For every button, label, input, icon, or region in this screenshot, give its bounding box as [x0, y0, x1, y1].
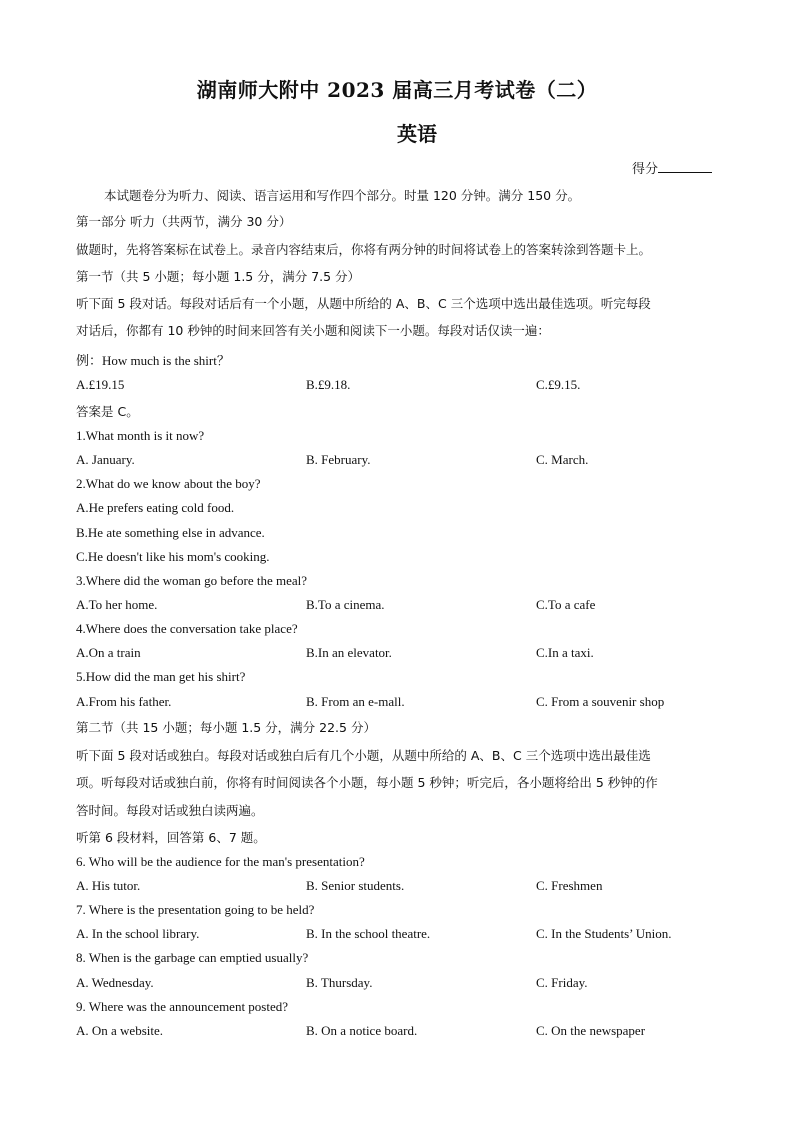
option-c: C. From a souvenir shop	[536, 694, 665, 709]
option-c: C. On the newspaper	[536, 1023, 646, 1038]
option-b: B.He ate something else in advance.	[76, 525, 265, 540]
part1-heading: 第一部分 听力（共两节，满分 30 分）	[76, 214, 292, 229]
option-a: A.From his father.	[76, 694, 172, 709]
option-c: C. In the Students’ Union.	[536, 926, 672, 941]
question-text: 2.What do we know about the boy?	[76, 476, 261, 491]
option-c: C.To a cafe	[536, 597, 596, 612]
section2-heading: 第二节（共 15 小题；每小题 1.5 分，满分 22.5 分）	[76, 720, 376, 735]
section2-directions: 答时间。每段对话或独白读两遍。	[76, 803, 264, 818]
question-text: 1.What month is it now?	[76, 428, 205, 443]
example-question: 例：How much is the shirt？	[76, 353, 230, 368]
option-a: A. His tutor.	[76, 878, 141, 893]
option-b: B. Senior students.	[306, 878, 405, 893]
option-a: A. In the school library.	[76, 926, 200, 941]
option-c: C. Friday.	[536, 975, 588, 990]
example-option-b: B.£9.18.	[306, 377, 351, 392]
section2-directions: 项。听每段对话或独白前，你将有时间阅读各个小题，每小题 5 秒钟；听完后，各小题将给出 5 秒钟的作	[76, 775, 658, 790]
option-b: B. February.	[306, 452, 371, 467]
section1-directions: 对话后，你都有 10 秒钟的时间来回答有关小题和阅读下一小题。每段对话仅读一遍：	[76, 323, 550, 338]
subject-title: 英语	[397, 122, 437, 146]
question-text: 8. When is the garbage can emptied usually?	[76, 950, 309, 965]
option-b: B.In an elevator.	[306, 645, 392, 660]
option-c: C.He doesn't like his mom's cooking.	[76, 549, 270, 564]
option-a: A. Wednesday.	[76, 975, 154, 990]
score-field	[632, 158, 712, 177]
question-text: 9. Where was the announcement posted?	[76, 999, 289, 1014]
option-b: B. In the school theatre.	[306, 926, 431, 941]
question-text: 4.Where does the conversation take place?	[76, 621, 298, 636]
option-b: B. On a notice board.	[306, 1023, 418, 1038]
score-label: 得分	[632, 162, 659, 177]
section1-heading: 第一节（共 5 小题；每小题 1.5 分，满分 7.5 分）	[76, 269, 361, 284]
option-b: B. Thursday.	[306, 975, 373, 990]
question-text: 3.Where did the woman go before the meal?	[76, 573, 308, 588]
question-text: 7. Where is the presentation going to be held?	[76, 902, 315, 917]
option-c: C.In a taxi.	[536, 645, 594, 660]
question-text: 6. Who will be the audience for the man's presentation?	[76, 854, 365, 869]
example-answer: 答案是 C。	[76, 404, 139, 419]
material-heading: 听第 6 段材料，回答第 6、7 题。	[76, 830, 266, 845]
option-b: B. From an e-mall.	[306, 694, 405, 709]
option-c: C. Freshmen	[536, 878, 603, 893]
section1-directions: 听下面 5 段对话。每段对话后有一个小题，从题中所给的 A、B、C 三个选项中选出最佳选项。听完每段	[76, 296, 651, 311]
option-a: A. On a website.	[76, 1023, 164, 1038]
part1-note: 做题时，先将答案标在试卷上。录音内容结束后，你将有两分钟的时间将试卷上的答案转涂到答题卡上。	[76, 242, 652, 257]
option-b: B.To a cinema.	[306, 597, 385, 612]
option-a: A.He prefers eating cold food.	[76, 500, 235, 515]
score-blank	[658, 160, 712, 173]
instructions: 本试题卷分为听力、阅读、语言运用和写作四个部分。时量 120 分钟。满分 150 分。	[104, 188, 581, 203]
option-a: A.To her home.	[76, 597, 158, 612]
example-option-a: A.£19.15	[76, 377, 125, 392]
option-a: A.On a train	[76, 645, 141, 660]
exam-title: 湖南师大附中 2023 届高三月考试卷（二）	[196, 78, 598, 102]
example-option-c: C.£9.15.	[536, 377, 581, 392]
option-c: C. March.	[536, 452, 589, 467]
section2-directions: 听下面 5 段对话或独白。每段对话或独白后有几个小题，从题中所给的 A、B、C 三个选项中选出最佳选	[76, 748, 651, 763]
option-a: A. January.	[76, 452, 135, 467]
question-text: 5.How did the man get his shirt?	[76, 669, 246, 684]
